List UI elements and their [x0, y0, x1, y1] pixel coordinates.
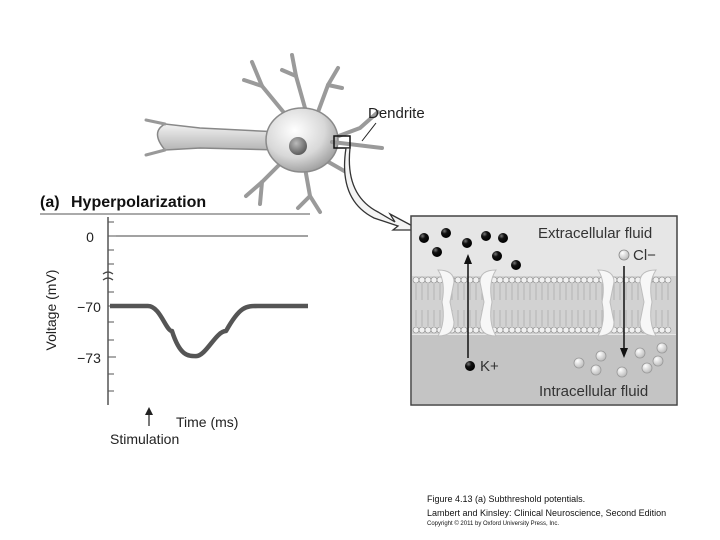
voltage-graph: [43, 217, 308, 447]
lipid-head: [545, 277, 551, 283]
chloride-label: Cl−: [633, 247, 656, 264]
lipid-head: [419, 327, 425, 333]
lipid-head: [413, 327, 419, 333]
lipid-head: [527, 327, 533, 333]
lipid-head: [515, 327, 521, 333]
lipid-head: [425, 327, 431, 333]
panel-title: Hyperpolarization: [71, 194, 207, 211]
lipid-head: [455, 327, 461, 333]
stimulus-label: Stimulation: [110, 431, 180, 447]
lipid-head: [659, 277, 665, 283]
panel-label: (a): [40, 194, 60, 211]
x-axis-label: Time (ms): [176, 414, 239, 430]
lipid-head: [509, 327, 515, 333]
caption-copyright: Copyright © 2011 by Oxford University Press, Inc.: [427, 521, 560, 527]
lipid-head: [533, 327, 539, 333]
lipid-head: [587, 277, 593, 283]
lipid-head: [521, 327, 527, 333]
lipid-head: [581, 277, 587, 283]
lipid-head: [575, 277, 581, 283]
lipid-head: [569, 277, 575, 283]
lipid-head: [461, 327, 467, 333]
lipid-head: [563, 277, 569, 283]
lipid-head: [593, 277, 599, 283]
lipid-head: [521, 277, 527, 283]
lipid-head: [503, 277, 509, 283]
lipid-head: [665, 327, 671, 333]
neuron-illustration: [146, 55, 382, 212]
lipid-head: [551, 327, 557, 333]
lipid-head: [515, 277, 521, 283]
lipid-head: [527, 277, 533, 283]
lipid-head: [533, 277, 539, 283]
lipid-head: [653, 277, 659, 283]
lipid-head: [509, 277, 515, 283]
lipid-head: [563, 327, 569, 333]
lipid-head: [503, 327, 509, 333]
lipid-head: [419, 277, 425, 283]
zoom-arrow: [345, 148, 420, 230]
lipid-head: [473, 327, 479, 333]
lipid-head: [431, 327, 437, 333]
lipid-head: [539, 327, 545, 333]
lipid-head: [581, 327, 587, 333]
tick-label-minus-73: −73: [77, 350, 101, 366]
lipid-head: [431, 277, 437, 283]
lipid-head: [569, 327, 575, 333]
lipid-head: [629, 327, 635, 333]
lipid-head: [455, 277, 461, 283]
tick-label-0: 0: [86, 229, 94, 245]
lipid-head: [593, 327, 599, 333]
lipid-head: [629, 277, 635, 283]
lipid-head: [551, 277, 557, 283]
lipid-head: [461, 277, 467, 283]
neuron-axon: [158, 124, 281, 150]
lipid-head: [425, 277, 431, 283]
lipid-head: [587, 327, 593, 333]
lipid-head: [659, 327, 665, 333]
lipid-head: [539, 277, 545, 283]
lipid-head: [497, 327, 503, 333]
lipid-head: [575, 327, 581, 333]
lipid-head: [665, 277, 671, 283]
dendrite-branch: [332, 142, 382, 148]
membrane-panel: [411, 216, 677, 405]
intracellular-label: Intracellular fluid: [539, 383, 649, 400]
potassium-label: K+: [480, 358, 499, 375]
intracellular-potassium-ion: [465, 361, 475, 371]
lipid-head: [413, 277, 419, 283]
lipid-head: [617, 327, 623, 333]
lipid-head: [617, 277, 623, 283]
stimulus-arrowhead: [145, 407, 153, 415]
dendrite-label: Dendrite: [368, 105, 425, 122]
extracellular-chloride-ion: [619, 250, 629, 260]
extracellular-label: Extracellular fluid: [538, 225, 653, 242]
tick-label-minus-70: −70: [77, 299, 101, 315]
lipid-head: [473, 277, 479, 283]
lipid-head: [635, 327, 641, 333]
figure-caption: Figure 4.13 (a) Subthreshold potentials.: [427, 494, 586, 504]
caption-source: Lambert and Kinsley: Clinical Neuroscience, Second Edition: [427, 508, 667, 518]
lipid-head: [557, 277, 563, 283]
lipid-head: [497, 277, 503, 283]
lipid-head: [557, 327, 563, 333]
neuron-nucleus: [289, 137, 307, 155]
voltage-trace: [110, 306, 308, 356]
lipid-head: [545, 327, 551, 333]
y-axis-label: Voltage (mV): [43, 269, 59, 351]
